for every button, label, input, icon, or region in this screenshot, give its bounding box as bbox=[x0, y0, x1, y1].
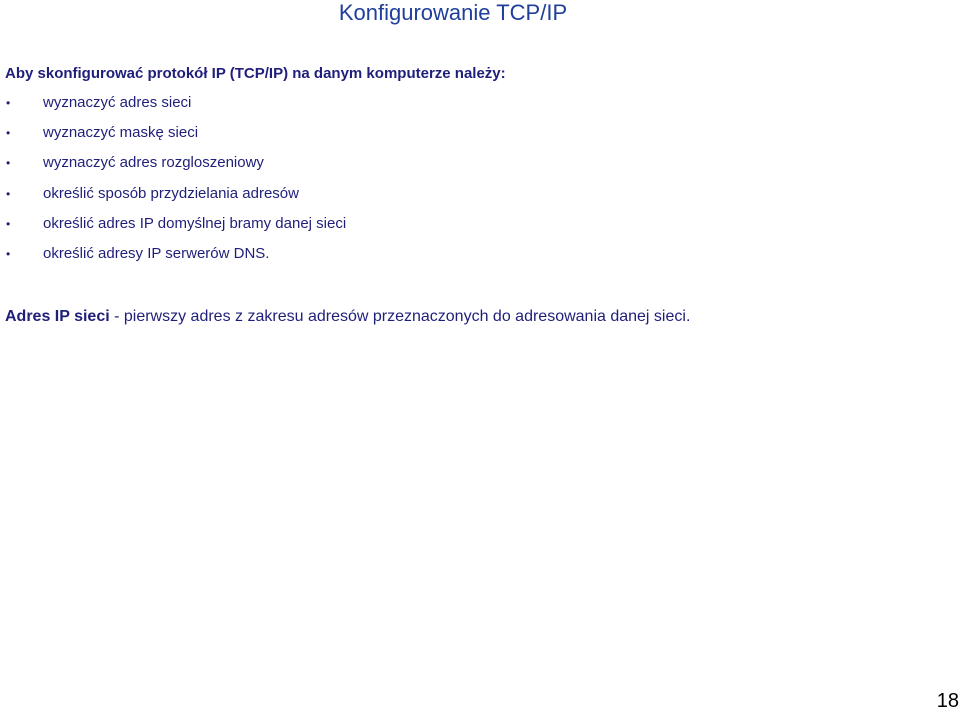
bullet-icon: • bbox=[6, 126, 11, 141]
bullet-icon: • bbox=[6, 96, 11, 110]
definition-text: - pierwszy adres z zakresu adresów przeznaczonych do adresowania danej sieci. bbox=[109, 308, 691, 325]
list-item-text: określić adresy IP serwerów DNS. bbox=[43, 244, 270, 262]
list-item-text: wyznaczyć maskę sieci bbox=[43, 124, 199, 142]
list-item-text: określić adres IP domyślnej bramy danej sieci bbox=[43, 214, 347, 232]
definition-term: Adres IP sieci bbox=[5, 308, 110, 325]
list-item-text: wyznaczyć adres sieci bbox=[43, 94, 192, 111]
bullet-icon: • bbox=[6, 246, 11, 261]
bullet-icon: • bbox=[6, 156, 11, 171]
slide-title: Konfigurowanie TCP/IP bbox=[338, 0, 568, 25]
list-item-text: określić sposób przydzielania adresów bbox=[43, 184, 299, 202]
page-number: 18 bbox=[936, 690, 959, 712]
definition-paragraph bbox=[5, 306, 690, 328]
bullet-icon: • bbox=[6, 216, 11, 231]
intro-text: Aby skonfigurować protokół IP (TCP/IP) na danym komputerze należy: bbox=[5, 65, 506, 82]
bullet-icon: • bbox=[6, 186, 11, 201]
list-item-text: wyznaczyć adres rozgloszeniowy bbox=[43, 154, 264, 172]
